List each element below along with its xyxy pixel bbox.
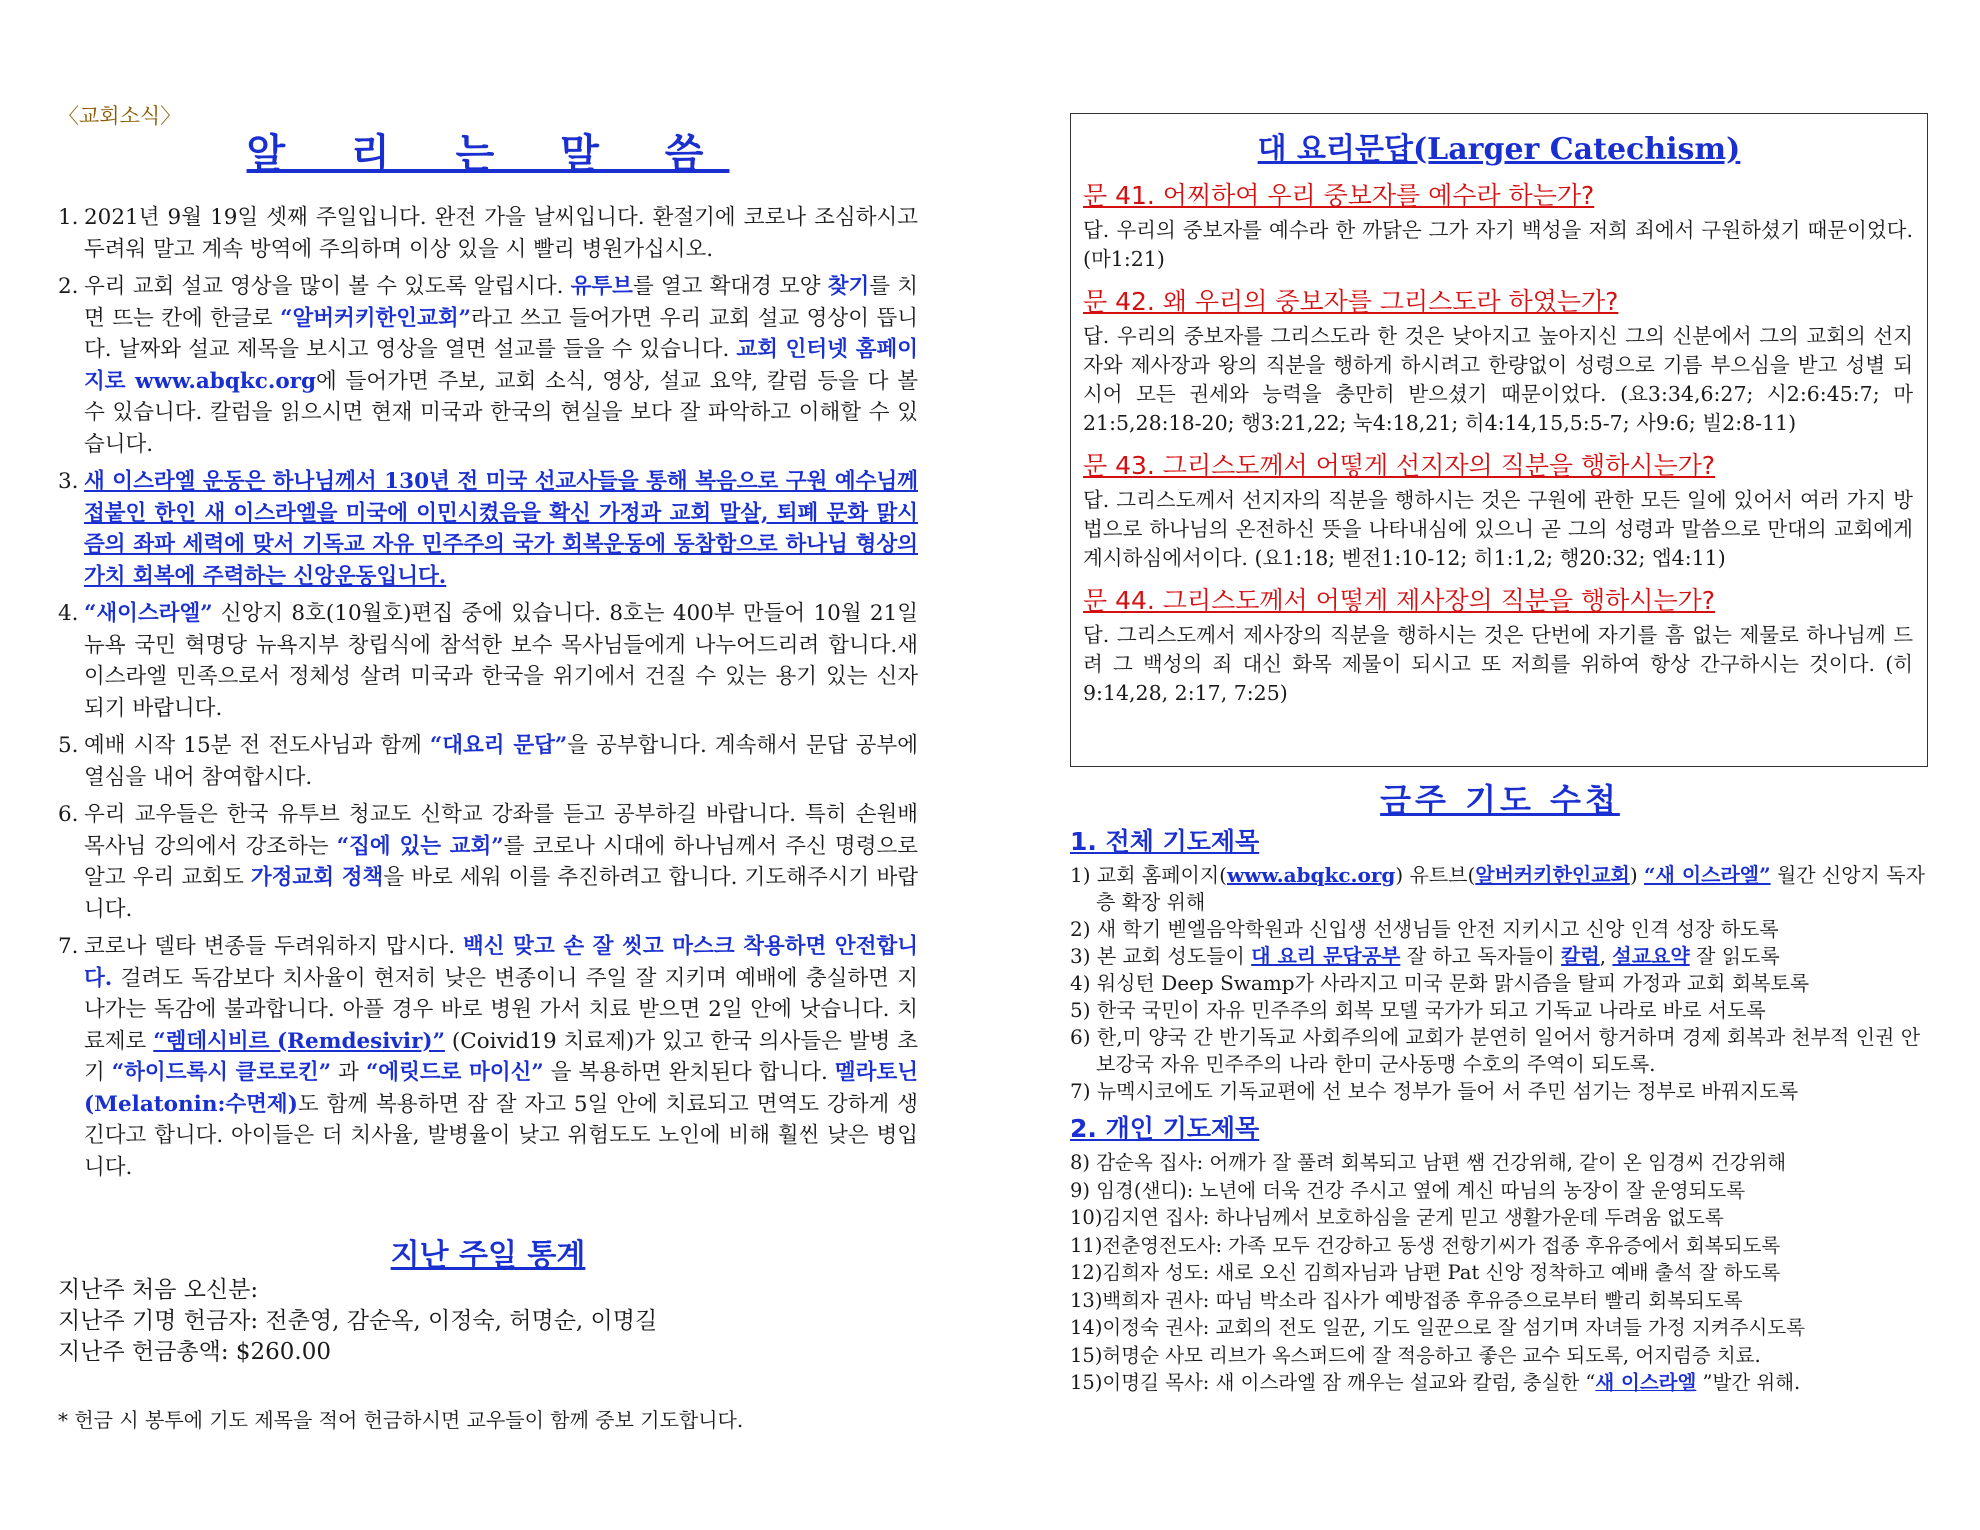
- notice-text: 을 복용하면 완치된다 합니다.: [543, 1060, 835, 1085]
- notice-number: 4.: [58, 601, 79, 626]
- general-prayer-item: [1070, 1078, 1930, 1105]
- notice-number: 7.: [58, 934, 79, 959]
- notice-text: “렘데시비르 (Remdesivir)”: [153, 1028, 445, 1054]
- prayer-text: ): [1629, 863, 1645, 887]
- prayer-text: 새 이스라엘: [1595, 1371, 1697, 1394]
- catechism-title: 대 요리문답(Larger Catechism): [1257, 132, 1741, 167]
- personal-prayer-item: [1070, 1232, 1930, 1260]
- prayer-text: 15)이명길 목사: 새 이스라엘 잠 깨우는 설교와 칼럼, 충실한 “: [1070, 1371, 1596, 1394]
- stats-title: 지난 주일 통계: [390, 1238, 586, 1273]
- catechism-answer: 답. 그리스도께서 제사장의 직분을 행하시는 것은 단번에 자기를 흠 없는 제물로 하나님께 드려 그 백성의 죄 대신 화목 제물이 되시고 또 저희를 위하여 항상 간구하시는 것이다. (히9:14,28, 2:17, 7:25): [1083, 623, 1913, 705]
- notice-text: 을 바로 세워 이를 추진하려고 합니다. 기도해주시기 바랍니다.: [84, 865, 918, 922]
- notice-number: 6.: [58, 802, 79, 827]
- stats-total-offering: 지난주 헌금총액: $260.00: [58, 1339, 332, 1365]
- prayer-text: 2) 새 학기 벧엘음악학원과 신입생 선생님들 안전 지키시고 신앙 인격 성장 하도록: [1070, 917, 1779, 941]
- prayer-text: ) 유트브(: [1395, 863, 1476, 887]
- prayer-text: 알버커키한인교회: [1475, 863, 1630, 887]
- notice-item: [58, 598, 918, 724]
- notice-text: “에릿드로 마이신”: [365, 1060, 544, 1085]
- notice-item: [58, 931, 918, 1183]
- prayer-text: www.abqkc.org: [1226, 863, 1396, 887]
- stats-named-offering: 지난주 기명 헌금자: 전춘영, 감순옥, 이정숙, 허명순, 이명길: [58, 1308, 658, 1334]
- prayer-text: 월간 신앙지 독자층 확장 위해: [1096, 863, 1925, 914]
- prayer-text: 11)전춘영전도사: 가족 모두 건강하고 동생 전항기씨가 접종 후유증에서 회복되도록: [1070, 1233, 1781, 1257]
- notice-text: 를 코로나 시대에 하나님께서 주신 명령으로 알고 우리 교회도: [84, 833, 918, 890]
- notice-text: (Coivid19 치료제)가 있고 한국 의사들은 발병 초기: [84, 1028, 918, 1085]
- notice-text: 과: [331, 1060, 366, 1085]
- personal-prayer-item: [1070, 1259, 1930, 1287]
- notice-text: 교회 인터넷 홈페이지로 www.abqkc.org: [84, 337, 918, 394]
- notice-text: “대요리 문답”: [429, 733, 568, 758]
- notice-text: 예배 시작 15분 전 전도사님과 함께: [84, 733, 430, 758]
- prayer-text: ”발간 위해.: [1696, 1371, 1801, 1394]
- notice-item: [58, 730, 918, 793]
- general-prayer-item: [1070, 1024, 1930, 1078]
- general-prayer-list: [1070, 862, 1930, 1105]
- prayer-text: 13)백희자 권사: 따님 박소라 집사가 예방접종 후유증으로부터 빨리 회복되도록: [1070, 1288, 1743, 1312]
- notice-text: “집에 있는 교회”: [336, 833, 504, 859]
- prayer-text: 4) 워싱턴 Deep Swamp가 사라지고 미국 문화 맑시즘을 탈피 가정과 교회 회복토록: [1070, 971, 1810, 995]
- page-title: 알 리 는 말 씀: [246, 131, 730, 177]
- notice-text: 유투브: [570, 274, 633, 299]
- notice-text: 우리 교회 설교 영상을 많이 볼 수 있도록 알립시다.: [84, 274, 571, 299]
- notice-number: 3.: [58, 469, 79, 494]
- prayer-text: 7) 뉴멕시코에도 기독교편에 선 보수 정부가 들어 서 주민 섬기는 정부로 바꿔지도록: [1070, 1079, 1799, 1103]
- prayer-text: 15)허명순 사모 리브가 옥스퍼드에 잘 적응하고 좋은 교수 되도록, 어지럼증 치료.: [1070, 1343, 1761, 1367]
- prayer-text: 8) 감순옥 집사: 어깨가 잘 풀려 회복되고 남편 쌤 건강위해, 같이 온 임경씨 건강위해: [1070, 1151, 1787, 1174]
- notice-text: 2021년 9월 19일 셋째 주일입니다. 완전 가을 날씨입니다. 환절기에 코로나 조심하시고 두려워 말고 계속 방역에 주의하며 이상 있을 시 빨리 병원가십시오.: [84, 205, 918, 262]
- section-tag: 〈교회소식〉: [58, 104, 182, 128]
- notice-text: 백신 맞고 손 잘 씻고 마스크 착용하면 안전합니다.: [84, 934, 918, 991]
- general-prayer-item: [1070, 997, 1930, 1024]
- personal-prayer-item: [1070, 1342, 1930, 1370]
- personal-prayer-item: [1070, 1287, 1930, 1315]
- notice-text: 신앙지 8호(10월호)편집 중에 있습니다. 8호는 400부 만들어 10월 21일 뉴욕 국민 혁명당 뉴욕지부 창립식에 참석한 보수 목사님들에게 나누어드리려 합니다.새 이스라엘 민족으로서 정체성 살려 미국과 한국을 위기에서 건질 수 있는 용기 있는 신자 되기 바랍니다.: [84, 601, 918, 721]
- prayer-text: 12)김희자 성도: 새로 오신 김희자님과 남편 Pat 신앙 정착하고 예배 출석 잘 하도록: [1070, 1261, 1781, 1284]
- notice-text: 걸려도 독감보다 치사율이 현저히 낮은 변종이니 주일 잘 지키며 예배에 충실하면 지나가는 독감에 불과합니다. 아플 경우 바로 병원 가서 치료 받으면 2일 안에 낫습니다. 치료제로: [84, 965, 918, 1054]
- prayer-text: 설교요약: [1612, 944, 1690, 968]
- notice-text: “알버커키한인교회”: [280, 305, 471, 331]
- catechism-answer: 답. 그리스도께서 선지자의 직분을 행하시는 것은 구원에 관한 모든 일에 있어서 여러 가지 방법으로 하나님의 온전하신 뜻을 나타내심에 있으니 곧 그의 성령과 말씀으로 만대의 교회에게 계시하심에서이다. (요1:18; 벧전1:10-12; 히1:1,2; 행20:32; 엡4:11): [1083, 488, 1913, 570]
- catechism-box: [1070, 113, 1928, 767]
- notice-text: 도 함께 복용하면 잠 잘 자고 5일 안에 치료되고 면역도 강하게 생긴다고 합니다. 아이들은 더 치사율, 발병율이 낮고 위험도도 노인에 비해 훨씬 낮은 병입니다.: [84, 1091, 918, 1180]
- notice-text: 가정교회 정책: [250, 865, 384, 890]
- general-prayer-item: [1070, 862, 1930, 916]
- prayer-text: 6) 한,미 양국 간 반기독교 사회주의에 교회가 분연히 일어서 항거하며 경제 회복과 천부적 인권 안보강국 자유 민주주의 나라 한미 군사동맹 수호의 주역이 되도록.: [1070, 1025, 1921, 1076]
- prayer-text: 5) 한국 국민이 자유 민주주의 회복 모델 국가가 되고 기독교 나라로 바로 서도록: [1070, 998, 1766, 1022]
- notice-list: [58, 202, 918, 1189]
- prayer-list: [1070, 818, 1930, 1397]
- notice-item: [58, 799, 918, 925]
- notice-text: 멜라토닌(Melatonin:수면제): [84, 1060, 918, 1117]
- personal-prayer-item: [1070, 1177, 1930, 1205]
- notice-item: [58, 466, 918, 592]
- personal-prayer-item: [1070, 1314, 1930, 1342]
- prayer-text: 칼럼: [1561, 944, 1600, 968]
- notice-text: “하이드록시 클로로킨”: [111, 1060, 332, 1085]
- personal-prayer-list: [1070, 1149, 1930, 1397]
- notice-text: 코로나 델타 변종들 두려워하지 맙시다.: [84, 934, 464, 959]
- notice-number: 5.: [58, 733, 79, 758]
- prayer-text: 잘 읽도록: [1689, 944, 1780, 968]
- footnote: * 헌금 시 봉투에 기도 제목을 적어 헌금하시면 교우들이 함께 중보 기도합니다.: [58, 1408, 744, 1432]
- notice-text: 우리 교우들은 한국 유투브 청교도 신학교 강좌를 듣고 공부하길 바랍니다. 특히 손원배 목사님 강의에서 강조하는: [84, 802, 918, 859]
- stats-first-visitors: 지난주 처음 오신분:: [58, 1277, 259, 1303]
- notice-text: 새 이스라엘 운동은 하나님께서 130년 전 미국 선교사들을 통해 복음으로 구원 예수님께 접붙인 한인 새 이스라엘을 미국에 이민시켰음을 확신 가정과 교회 말살, 퇴폐 문화 맑시즘의 좌파 세력에 맞서 기독교 자유 민주주의 국가 회복운동에 동참함으로 하나님 형상의 가치 회복에 주력하는 신앙운동입니다.: [84, 469, 918, 589]
- general-prayer-item: [1070, 943, 1930, 970]
- prayer-text: 10)김지연 집사: 하나님께서 보호하심을 굳게 믿고 생활가운데 두려움 없도록: [1070, 1206, 1724, 1229]
- prayer-text: 대 요리 문답공부: [1251, 944, 1401, 968]
- general-prayer-item: [1070, 916, 1930, 943]
- notice-item: [58, 202, 918, 265]
- prayer-text: 9) 임경(샌디): 노년에 더욱 건강 주시고 옆에 계신 따님의 농장이 잘 운영되도록: [1070, 1178, 1746, 1202]
- personal-prayer-item: [1070, 1204, 1930, 1232]
- general-prayer-title: 1. 전체 기도제목: [1070, 827, 1260, 856]
- catechism-answer: 답. 우리의 중보자를 그리스도라 한 것은 낮아지고 높아지신 그의 신분에서 그의 교회의 선지자와 제사장과 왕의 직분을 행하게 하시려고 한량없이 성령으로 기름 부으심을 받고 성별 되시어 모든 권세와 능력을 충만히 받으셨기 때문이었다. (요3:34,6:27; 시2:6:45:7; 마21:5,28:18-20; 행3:21,22; 눅4:18,21; 히4:14,15,5:5-7; 사9:6; 빌2:8-11): [1083, 324, 1913, 435]
- personal-prayer-item: [1070, 1149, 1930, 1177]
- prayer-text: “새 이스라엘”: [1644, 863, 1771, 887]
- notice-text: 를 열고 확대경 모양: [632, 274, 828, 299]
- notice-number: 2.: [58, 274, 79, 299]
- notice-text: 라고 쓰고 들어가면 우리 교회 설교 영상이 뜹니다. 날짜와 설교 제목을 보시고 영상을 열면 설교를 들을 수 있습니다.: [84, 305, 918, 362]
- notice-text: 찾기: [827, 274, 870, 299]
- personal-prayer-title: 2. 개인 기도제목: [1070, 1114, 1260, 1143]
- prayer-text: 1) 교회 홈페이지(: [1070, 863, 1227, 887]
- notice-text: 을 공부합니다. 계속해서 문답 공부에 열심을 내어 참여합시다.: [84, 733, 918, 790]
- catechism-question: 문 43. 그리스도께서 어떻게 선지자의 직분을 행하시는가?: [1083, 451, 1716, 480]
- prayer-text: 잘 하고 독자들이: [1400, 944, 1562, 968]
- notice-number: 1.: [58, 205, 79, 230]
- notice-text: 에 들어가면 주보, 교회 소식, 영상, 설교 요약, 칼럼 등을 다 볼 수 있습니다. 칼럼을 읽으시면 현재 미국과 한국의 현실을 보다 잘 파악하고 이해할 수 있습니다.: [84, 368, 919, 457]
- notice-text: “새이스라엘”: [84, 601, 213, 626]
- catechism-question: 문 41. 어찌하여 우리 중보자를 예수라 하는가?: [1083, 181, 1595, 210]
- catechism-answer: 답. 우리의 중보자를 예수라 한 까닭은 그가 자기 백성을 저희 죄에서 구원하셨기 때문이었다. (마1:21): [1083, 218, 1913, 271]
- notice-text: 를 치면 뜨는 칸에 한글로: [84, 274, 918, 331]
- catechism-question: 문 44. 그리스도께서 어떻게 제사장의 직분을 행하시는가?: [1083, 586, 1716, 615]
- prayer-text: 14)이정숙 권사: 교회의 전도 일꾼, 기도 일꾼으로 잘 섬기며 자녀들 가정 지켜주시도록: [1070, 1316, 1805, 1339]
- stats-block: [58, 1275, 657, 1368]
- general-prayer-item: [1070, 970, 1930, 997]
- prayer-text: ,: [1599, 944, 1613, 968]
- personal-prayer-item: [1070, 1369, 1930, 1397]
- catechism-list: [1071, 176, 1927, 708]
- prayer-text: 3) 본 교회 성도들이: [1070, 944, 1252, 968]
- notice-item: [58, 271, 918, 460]
- catechism-question: 문 42. 왜 우리의 중보자를 그리스도라 하였는가?: [1083, 287, 1619, 316]
- prayer-title: 금주 기도 수첩: [1380, 781, 1620, 819]
